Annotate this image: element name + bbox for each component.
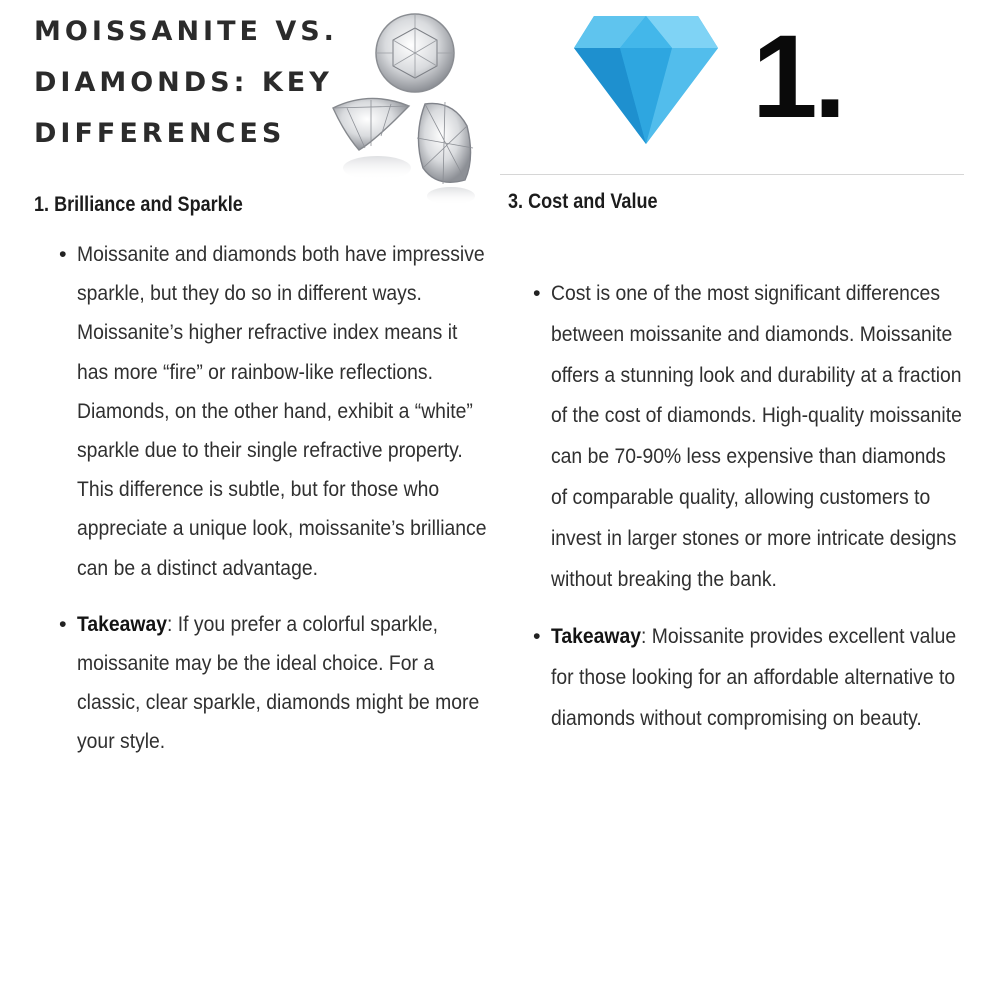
list-item — [533, 273, 963, 599]
page-title — [34, 6, 338, 159]
section-heading-brilliance: 1. Brilliance and Sparkle — [34, 193, 243, 216]
list-item — [59, 605, 489, 762]
list-item — [59, 235, 489, 588]
bullet-text: Moissanite and diamonds both have impressive sparkle, but they do so in different ways. Moissanite’s higher refractive index means it has more “fire” or rainbow-like reflections. Diamonds, on the other hand, exhibit a “white” sparkle due to their single refractive property. This difference is subtle, but for those who appreciate a unique look, moissanite’s brilliance can be a distinct advantage. — [77, 242, 487, 580]
section-number: 1. — [752, 11, 843, 143]
section-heading-cost: 3. Cost and Value — [508, 190, 658, 213]
blue-diamond-icon — [574, 16, 718, 144]
divider — [500, 174, 964, 175]
title-line-2: DIAMONDS: KEY — [34, 67, 333, 98]
cost-bullet-list — [533, 273, 963, 739]
loose-gemstones-icon — [325, 8, 505, 208]
bullet-text: : If you prefer a colorful sparkle, moissanite may be the ideal choice. For a classic, clear sparkle, diamonds might be more your style. — [77, 611, 480, 754]
title-line-3: DIFFERENCES — [34, 118, 286, 149]
bullet-text: : Moissanite provides excellent value for those looking for an affordable alternative to diamonds without compromising on beauty. — [551, 624, 957, 730]
takeaway-label: Takeaway — [551, 624, 642, 649]
title-line-1: MOISSANITE VS. — [34, 16, 338, 47]
bullet-text: Cost is one of the most significant differences between moissanite and diamonds. Moissanite offers a stunning look and durability at a fraction of the cost of diamonds. High-quality moissanite can be 70-90% less expensive than diamonds of comparable quality, allowing customers to invest in larger stones or more intricate designs without breaking the bank. — [551, 281, 962, 591]
brilliance-bullet-list — [59, 235, 489, 762]
takeaway-label: Takeaway — [77, 611, 168, 636]
list-item — [533, 616, 963, 738]
